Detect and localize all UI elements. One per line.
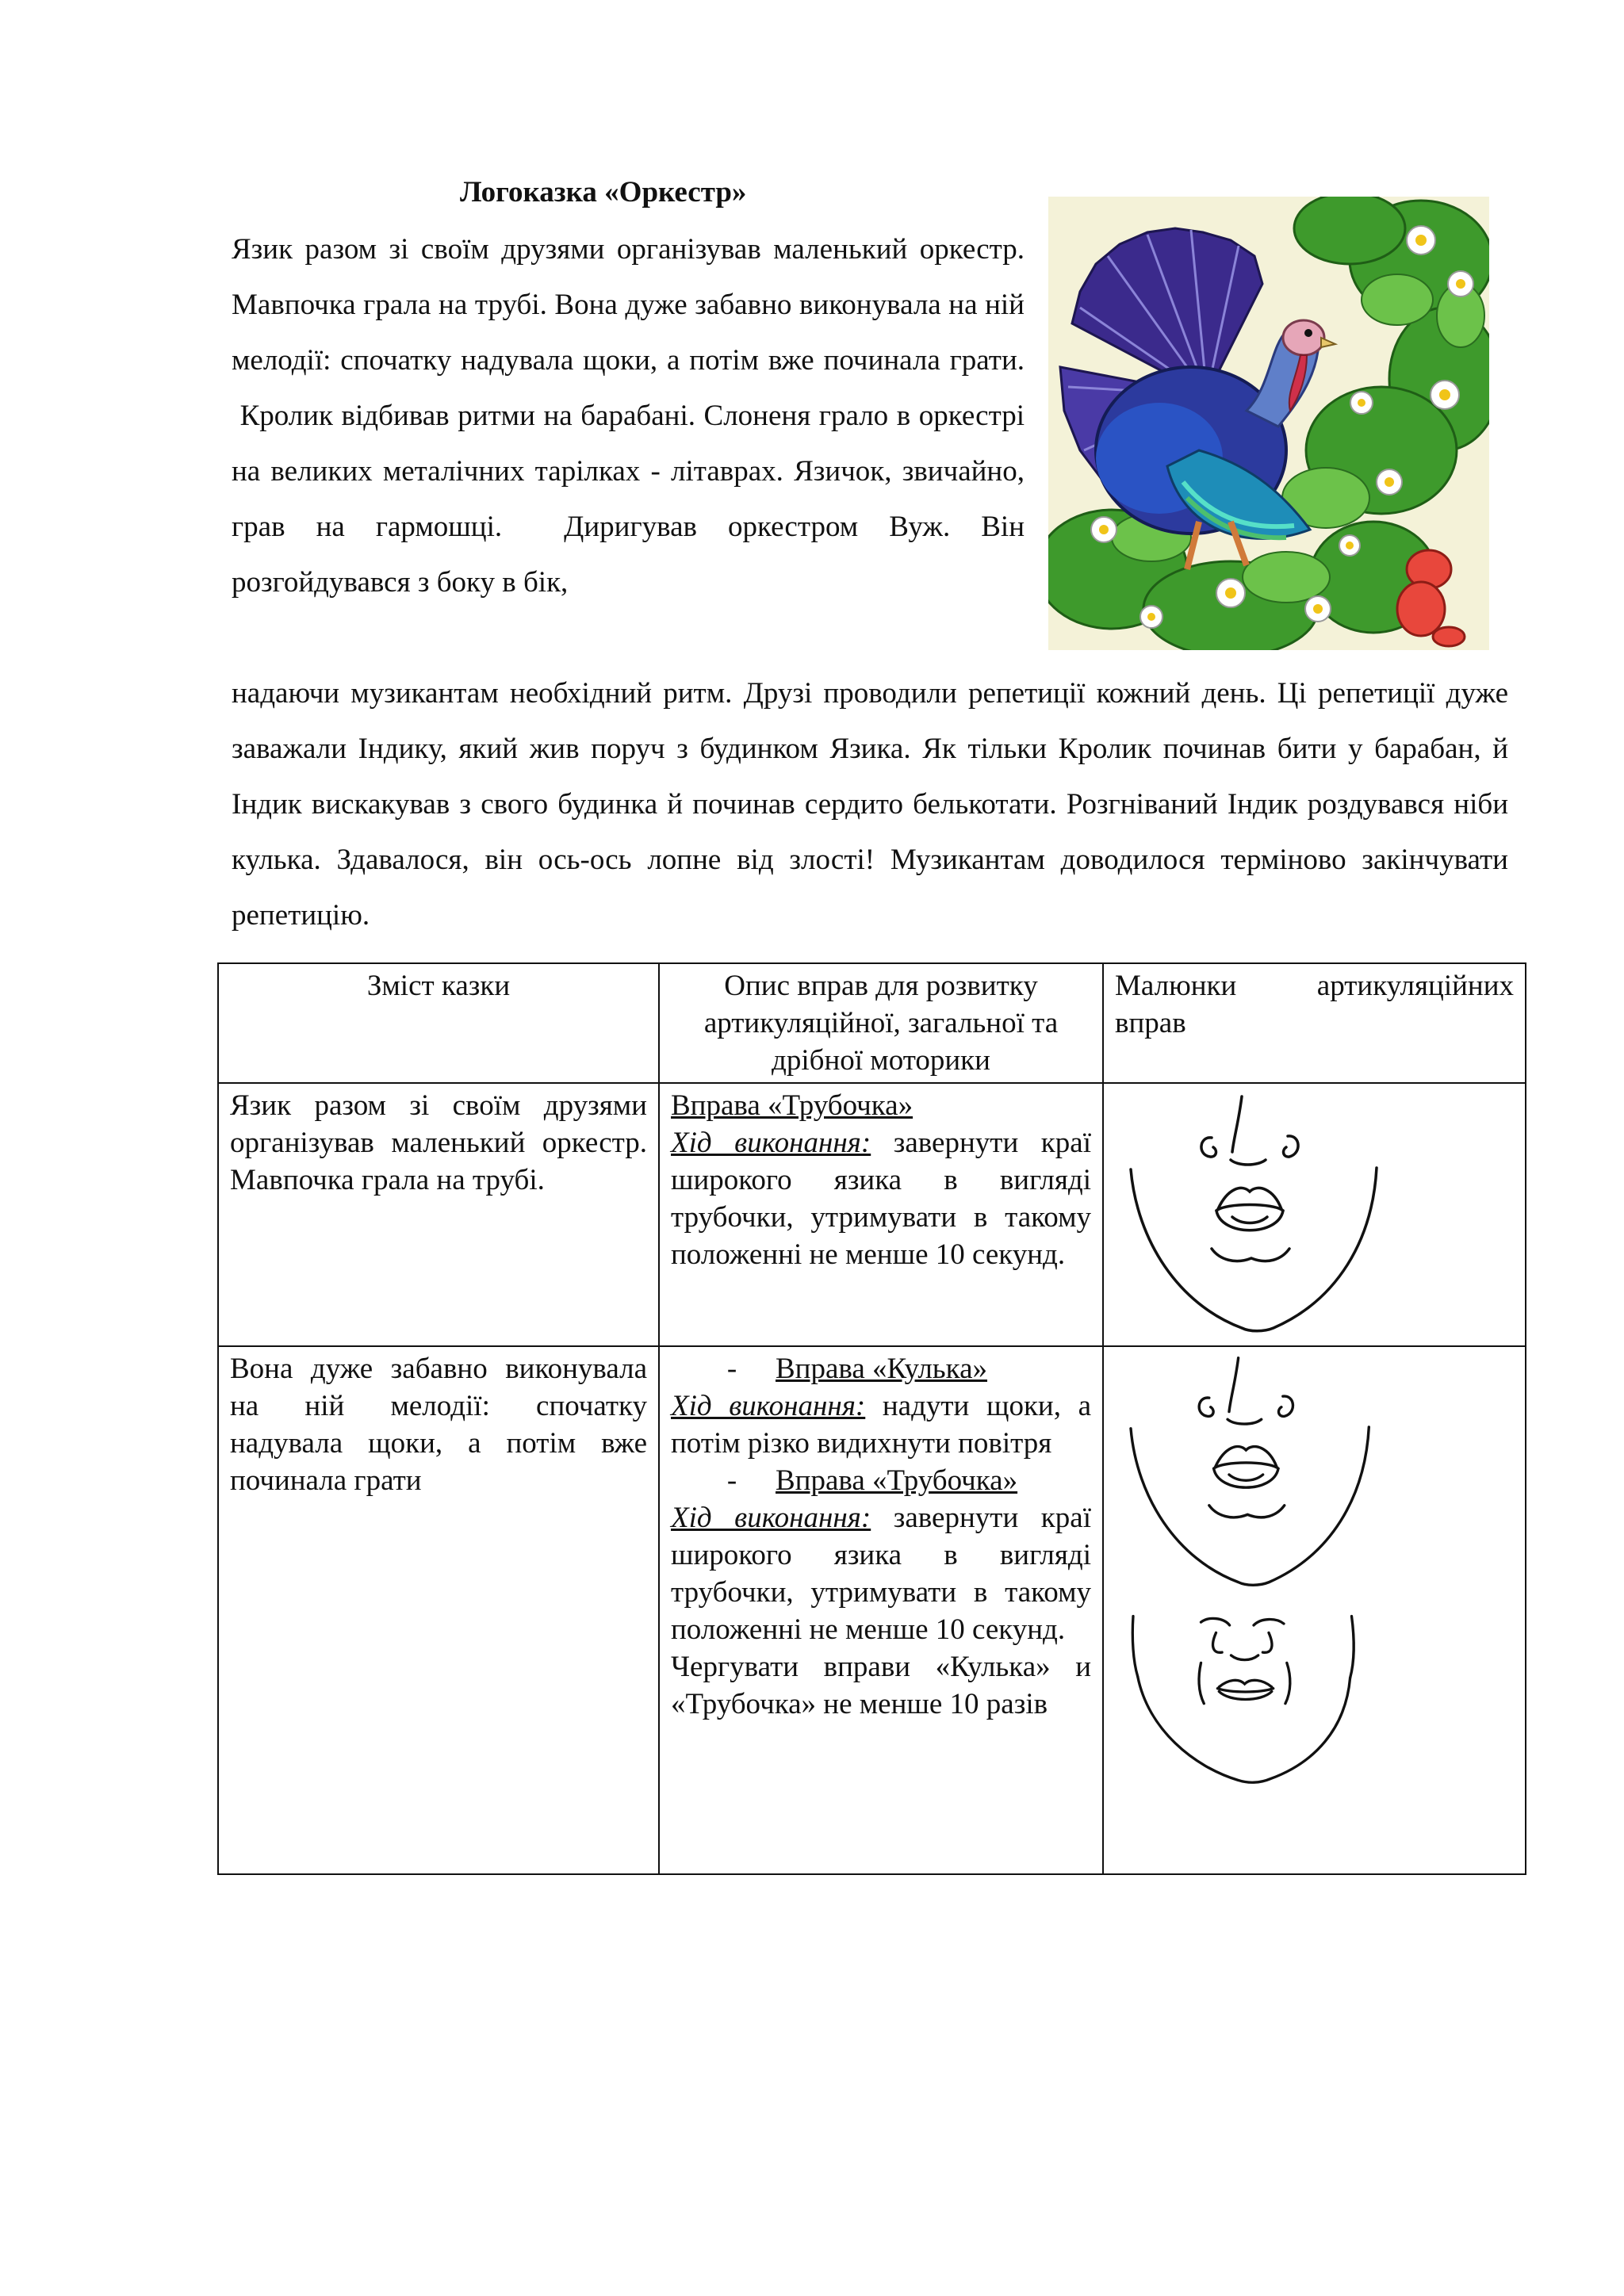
row1-pictures bbox=[1103, 1083, 1526, 1346]
row2-howto2-label: Хід виконання: bbox=[671, 1502, 871, 1534]
intro-paragraph-2: Кролик відбивав ритми на барабані. Слоненя грало в оркестрі на великих металічних тарілках - літаврах. Язичок, звичайно, грав на гармошці. Диригував оркестром Вуж. Він розгойдувався з боку в бік, bbox=[232, 400, 1032, 599]
row2-exercise1 bbox=[671, 1350, 1091, 1387]
row2-howto2-text: завернути краї широкого язика в вигляді трубочки, утримувати в такому положенні не менше 10 секунд. bbox=[671, 1502, 1091, 1646]
exercise-table bbox=[217, 962, 1526, 1875]
table-row bbox=[218, 1083, 1526, 1346]
story-paragraph: надаючи музикантам необхідний ритм. Друзі проводили репетиції кожний день. Ці репетиції дуже заважали Індику, який жив поруч з будинком Язика. Як тільки Кролик починав бити у барабан, й Індик вискакував з свого будинка й починав сердито белькотати. Розгніваний Індик роздувався ніби кулька. Здавалося, він ось-ось лопне від злості! Музикантам доводилося терміново закінчувати репетицію. bbox=[232, 677, 1508, 932]
table-row bbox=[218, 1346, 1526, 1874]
header-story: Зміст казки bbox=[218, 963, 659, 1083]
face-puffed-cheeks-icon bbox=[1123, 1609, 1385, 1789]
row2-dash-1: - bbox=[726, 1353, 737, 1385]
header-exercises: Опис вправ для розвитку артикуляційної, загальної та дрібної моторики bbox=[659, 963, 1103, 1083]
face-tube-icon bbox=[1123, 1352, 1385, 1598]
row2-dash-2: - bbox=[726, 1464, 737, 1497]
row2-exercise1-title: Вправа «Кулька» bbox=[776, 1353, 988, 1385]
row1-story: Язик разом зі своїм друзями організував маленький оркестр. Мавпочка грала на трубі. bbox=[218, 1083, 659, 1346]
row2-howto1 bbox=[671, 1387, 1091, 1462]
row1-howto-label: Хід виконання: bbox=[671, 1127, 871, 1159]
row2-alternate: Чергувати вправи «Кулька» и «Трубочка» не менше 10 разів bbox=[671, 1651, 1091, 1720]
row2-howto1-text: надути щоки, а потім різко видихнути повітря bbox=[671, 1390, 1091, 1460]
row2-howto1-label: Хід виконання: bbox=[671, 1390, 866, 1422]
story-text bbox=[232, 666, 1508, 943]
row2-howto2 bbox=[671, 1499, 1091, 1648]
row2-exercise2 bbox=[671, 1462, 1091, 1499]
row2-exercise2-title: Вправа «Трубочка» bbox=[776, 1464, 1018, 1497]
row1-howto bbox=[671, 1124, 1091, 1273]
turkey-illustration bbox=[1048, 197, 1489, 650]
row1-exercise bbox=[659, 1083, 1103, 1346]
row2-exercise bbox=[659, 1346, 1103, 1874]
row2-story: Вона дуже забавно виконувала на ній мелодії: спочатку надувала щоки, а потім вже починала грати bbox=[218, 1346, 659, 1874]
row1-howto-text: завернути краї широкого язика в вигляді трубочки, утримувати в такому положенні не менше 10 секунд. bbox=[671, 1127, 1091, 1271]
face-tube-icon bbox=[1123, 1090, 1392, 1344]
row2-pictures bbox=[1103, 1346, 1526, 1874]
intro-paragraph-1: Язик разом зі своїм друзями організував маленький оркестр. Мавпочка грала на трубі. Вона дуже забавно виконувала на ній мелодії: спочатку надувала щоки, а потім вже починала грати. bbox=[232, 233, 1025, 377]
header-pictures: Малюнки артикуляційних вправ bbox=[1103, 963, 1526, 1083]
table-header-row bbox=[218, 963, 1526, 1083]
intro-text bbox=[232, 222, 1032, 610]
row1-exercise-title: Вправа «Трубочка» bbox=[671, 1089, 914, 1122]
page-title: Логоказка «Оркестр» bbox=[460, 176, 747, 209]
